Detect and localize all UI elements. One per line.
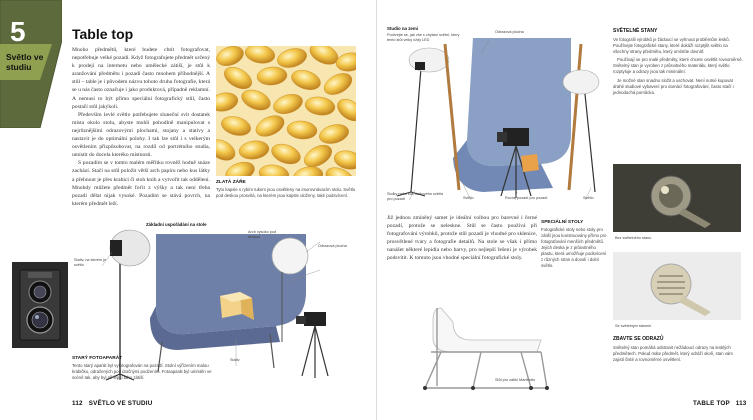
diagram-label: Stolky nebo kus rizikového světla pro pozadí	[387, 192, 443, 201]
right-body-text	[387, 214, 537, 263]
caption-title: SPECIÁLNÍ STOLY	[541, 220, 584, 225]
caption-title: ZLATÁ ZÁŘE	[216, 180, 246, 185]
floor-studio-diagram	[385, 24, 605, 204]
caption-text: Tento starý aparát byl vyfotografován na pozadí. Stolní výřízením malou krabičku, odražených pod útočnými podzením. Fotoaparát byl umístěn ve scéně tak, aby byl při lepší tahu zátiší.	[72, 363, 212, 380]
diagram-label: Světlo	[463, 196, 474, 200]
sidebar-title: ZBAVTE SE ODRAZŮ	[613, 336, 664, 342]
photo-table-label: Stůl pro zátiší Manfrotto	[495, 378, 536, 382]
footer-left	[72, 400, 152, 407]
vintage-camera-illustration	[12, 262, 68, 348]
footer-right	[693, 400, 747, 407]
camera-caption	[72, 356, 212, 381]
capsules-illustration	[216, 46, 356, 176]
sidebar-light-tents	[613, 28, 743, 98]
left-page	[0, 0, 376, 420]
body-paragraph: Především levlé světlo potřebujete sluneční svit dostatek místa okolo stolu, abyste mohli pohodlně manipulovat s nejrůznějšími odrazovými plochami, stojany a stativy a nastavit je do optimální polohy. I tak lze stůl i s velkerým osvětlením přizpůsobovat, na rozdíl od portrétního studia, umístit do docela kteréko místnosti.	[72, 111, 210, 159]
chapter-number: 5	[10, 16, 26, 47]
sidebar-paragraph: Ve fotografii výrobků je žádoucí se vyhnout problémům lesků. Používejte fotografické stany, které dokáží rozptýlit světlo na všechny strany předmětu, který umístíte dovnitř.	[613, 37, 730, 55]
sidebar-remove-reflections	[613, 336, 743, 363]
diagram-label: Světlo	[583, 196, 594, 200]
dryer-photo-without-tent	[613, 164, 741, 232]
photo-table-illustration	[401, 300, 551, 390]
caption-text: Tyto kapsle s rybím tukem jsou osvětleny na imorovnávacím stolu. Světlo pod deskou prosvítá, na kterém jsou kapsle uloženy, také podsvícení.	[216, 187, 356, 198]
caption-text: Fotografické stoly nebo stoly pro zátiší jsou konstruovány přímo pro fotografování menších předmětů. Jejich deska je z průsvitného plastu, která umožňuje podsvícení z různých stran a dovolí i dolní světlo.	[541, 227, 607, 268]
capsules-photo	[216, 46, 356, 176]
diagram-label: Stativ, na kterém je světlo	[74, 258, 107, 267]
footer-section: SVĚTLO VE STUDIU	[88, 400, 153, 407]
photo-table-drawing	[401, 300, 551, 390]
dryer-illustration	[613, 252, 741, 320]
diagram-title: Studio na zemi	[387, 26, 418, 31]
sidebar-text: Světelný stan pomáhá odstranit nežádoucí odrazy na lesklých předmětech. Pokud máte předmět, který odráží okolí, stan vám zajistí čisté a rovnoměrné osvětlení.	[613, 345, 733, 363]
floor-studio-illustration	[385, 24, 605, 204]
sidebar-paragraph: Používají se pro malé předměty, které chcete osvětlit rovnoměrně. Světelný stan je vyroben z průsvitného materiálu, který světlo rozptyluje a odrazy jsou tak minimální.	[613, 57, 743, 75]
sidebar-paragraph: Je možné stan snadno složit a uschovat. Není nutné kupovat drahé studiové vybavení pro domácí fotografování, často stačí i jednoduchá pomůcka.	[613, 77, 734, 95]
page-number: 113	[735, 400, 747, 407]
chapter-title: Světlo ve studiu	[6, 52, 44, 72]
diagram-label: Rovné pozadí pro pozadí	[505, 196, 548, 200]
body-paragraph: Již jednou zmíněný samet je ideální volbou pro barevné i černé pozadí, protože se neleskne. Stůl se často používá při fotografování výrobků, protože stůl pozadí je vhodné pro sklenice, prosvětlené tvary a fotografie detailů. Na stole se však i přímo nanášet některé lepidla nebo barvy, pro nejlepší řešení je výrobek podsvítit. K tomuto jsou vhodné speciální fotografické stoly.	[387, 215, 537, 262]
right-page	[376, 0, 753, 420]
page-number: 112	[72, 400, 83, 407]
diagram-label: Arch vysoko pod deskou	[248, 230, 277, 239]
dryer-caption: Se světelným stanem	[615, 324, 652, 328]
diagram-title: Základní uspořádání na stole	[146, 222, 207, 227]
diagram-label: Odrazová plocha	[318, 244, 347, 248]
special-table-caption	[541, 220, 607, 269]
sidebar-title: SVĚTELNÉ STANY	[613, 28, 658, 34]
diagram-subtitle: Podívejte se, jak vše s chytaní světel, který tento stůl velký vždy LED	[387, 33, 460, 42]
vintage-camera-photo	[12, 262, 68, 348]
dryer-illustration	[613, 164, 741, 232]
page-heading: Table top	[72, 26, 134, 42]
dryer-caption: Bez světelného stanu	[615, 236, 652, 240]
body-paragraph: Mnoho předmětů, které budete chtít fotografovat, nepotřebuje velké pozadí. Když fotografujete předmět určený k prodeji na internetu nebo umělecké zátiší, je stůl k aranžování předmětu i pozadí často mnohem příhodnější. A stůl – table je i původem názvu tohoto druhu fotografie, která se u nás často označuje i jako produktová, případně reklamní. A nemusí to být přímo speciální fotografický stůl, často postačí stůl jakýkoli.	[72, 47, 210, 110]
diagram-label: Stativ	[230, 358, 240, 362]
footer-section: TABLE TOP	[693, 400, 730, 407]
sidebar-text	[613, 37, 743, 96]
diagram-label: Odrazová plocha	[495, 30, 524, 34]
body-text	[72, 46, 210, 208]
body-paragraph: S pozadím se v tomto malém měřítku rovněž hodně snáze zachází. Stačí na stůl položit větší arch papíru nebo kus látky a přehnout je přes krabici či stoh knih a vytvořit tak oddělení. Mnohdy můžete předmět foťit z výšky a tak není třeba pozadí dělat nijak vysoké. Pozadím se stává povrch, na kterém předmět leží.	[72, 160, 210, 207]
capsules-caption	[216, 180, 356, 199]
caption-title: STARÝ FOTOAPARÁT	[72, 356, 123, 361]
dryer-photo-with-tent	[613, 252, 741, 320]
chapter-tab	[0, 0, 62, 128]
